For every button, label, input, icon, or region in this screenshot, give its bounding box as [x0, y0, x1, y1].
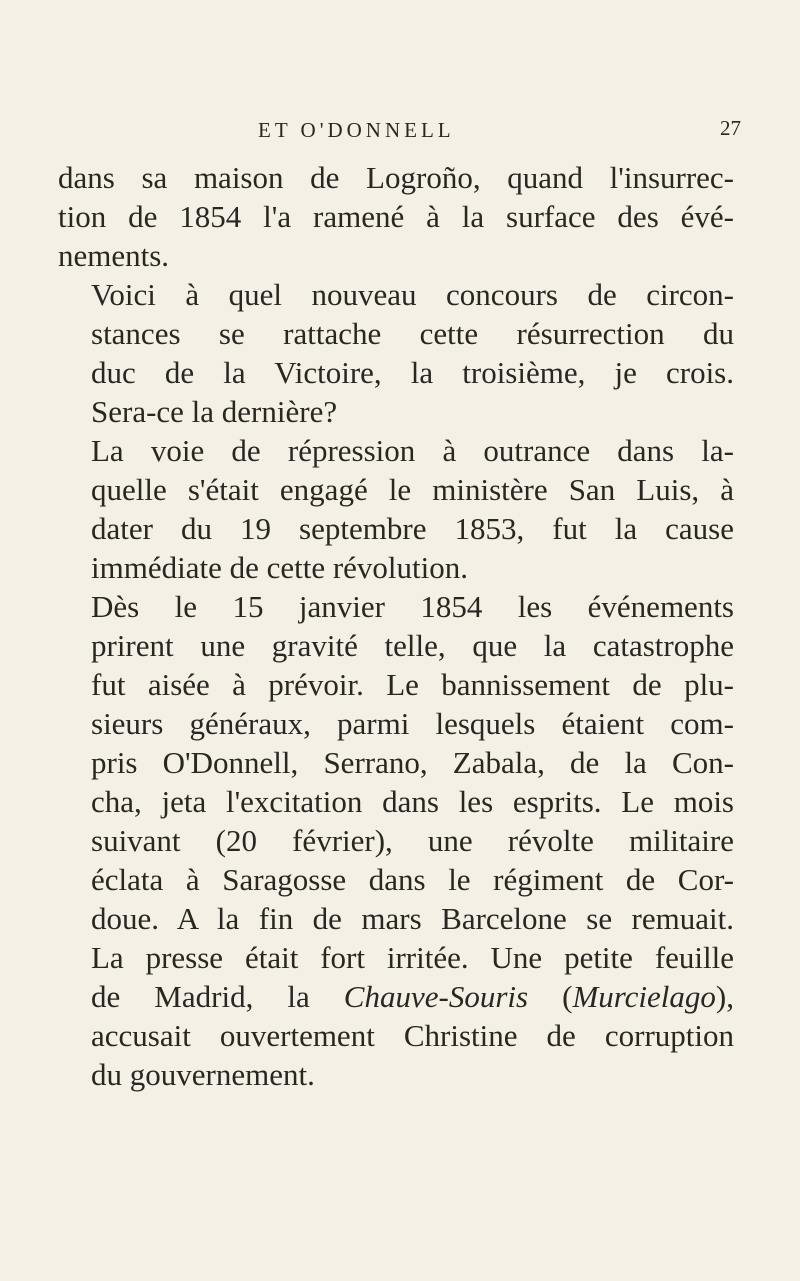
running-title: ET O'DONNELL	[258, 118, 455, 142]
italic-title: Murcielago	[572, 979, 716, 1014]
text-line: stances se rattache cette résurrection du	[91, 316, 734, 351]
text-line: quelle s'était engagé le ministère San Luis, à	[91, 472, 734, 507]
text-line: La presse était fort irritée. Une petite feuille	[91, 940, 734, 975]
text-line: doue. A la fin de mars Barcelone se remuait.	[91, 901, 734, 936]
text-line: pris O'Donnell, Serrano, Zabala, de la Con-	[91, 745, 734, 780]
text-line	[58, 977, 734, 1016]
text-line: accusait ouvertement Christine de corruption	[91, 1018, 734, 1053]
text-line: Sera-ce la dernière?	[91, 394, 338, 429]
text-line: sieurs généraux, parmi lesquels étaient com-	[91, 706, 734, 741]
body-text	[58, 158, 734, 1094]
italic-title: Chauve-Souris	[343, 979, 529, 1014]
text-line: La voie de répression à outrance dans la-	[91, 433, 734, 468]
text-run: (	[528, 979, 573, 1014]
page-number: 27	[720, 116, 741, 140]
text-line: suivant (20 février), une révolte militaire	[91, 823, 734, 858]
paragraph-1	[58, 158, 734, 275]
text-line: Dès le 15 janvier 1854 les événements	[91, 589, 734, 624]
paragraph-3	[58, 431, 734, 587]
text-line: éclata à Saragosse dans le régiment de Cor-	[91, 862, 734, 897]
text-line: dans sa maison de Logroño, quand l'insurrec-	[58, 160, 734, 195]
text-line: tion de 1854 l'a ramené à la surface des évé-	[58, 199, 734, 234]
text-line: fut aisée à prévoir. Le bannissement de plu-	[91, 667, 734, 702]
text-run: de Madrid, la	[91, 979, 344, 1014]
text-line: Voici à quel nouveau concours de circon-	[91, 277, 734, 312]
text-line: duc de la Victoire, la troisième, je crois.	[91, 355, 734, 390]
text-line: dater du 19 septembre 1853, fut la cause	[91, 511, 734, 546]
page-header	[0, 118, 800, 148]
text-line: prirent une gravité telle, que la catastrophe	[91, 628, 734, 663]
text-line: nements.	[58, 238, 170, 273]
paragraph-2	[58, 275, 734, 431]
text-line: immédiate de cette révolution.	[91, 550, 469, 585]
text-run: ),	[715, 979, 734, 1014]
paragraph-4	[58, 587, 734, 1094]
text-line: du gouvernement.	[91, 1057, 315, 1092]
text-line: cha, jeta l'excitation dans les esprits. Le mois	[91, 784, 734, 819]
